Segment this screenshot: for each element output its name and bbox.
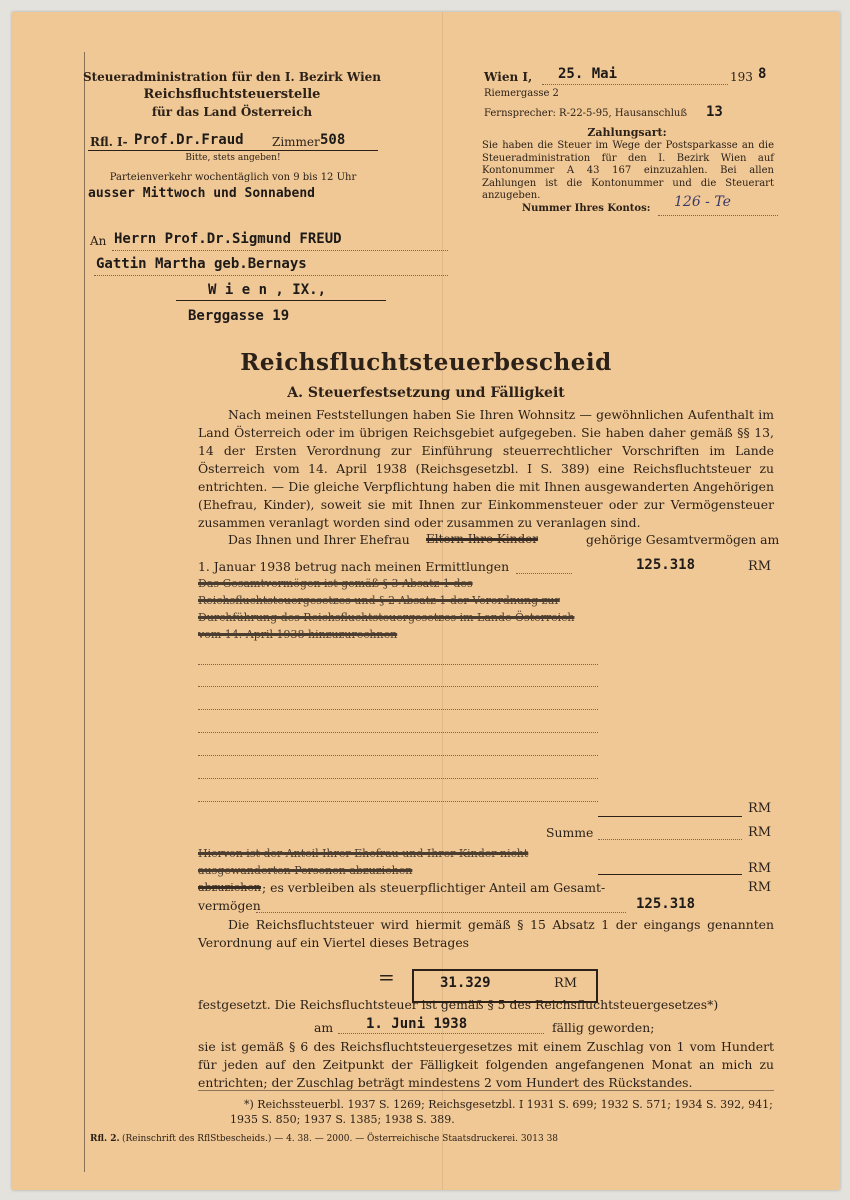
city: Wien I, [484,70,533,84]
recipient-line-2: Gattin Martha geb.Bernays [96,256,307,272]
street: Riemergasse 2 [484,88,559,99]
deduction-currency: RM [748,861,772,876]
phone-extension: 13 [706,104,723,120]
deduction-struck-end: abzuziehen [198,881,261,894]
assets-currency: RM [748,559,772,574]
tax-amount: 31.329 [440,975,491,991]
date-dotline [542,84,728,85]
reference-hint: Bitte, stets angeben! [185,153,281,163]
due-dotline [338,1033,544,1034]
form-footer: (Reinschrift des RflStbescheids.) — 4. 38. — 2000. — Österreichische Staatsdruckerei. 3013 38 [122,1134,559,1144]
remaining-dotline [256,912,626,913]
remaining-text: ; es verbleiben als steuerpflichtiger Anteil am Gesamt- [262,880,606,895]
remaining-line-2: vermögen [198,898,261,913]
account-label: Nummer Ihres Kontos: [522,203,651,214]
room-number: 508 [320,132,346,148]
subtotal-currency: RM [748,801,772,816]
document-sheet [12,12,840,1190]
empty-row-1 [198,664,598,665]
recipient-line-4: Berggasse 19 [188,308,290,324]
surcharge-text: sie ist gemäß § 6 des Reichsfluchtsteuergesetzes mit einem Zuschlag von 1 vom Hundert für jeden auf den Zeitpunkt der Fälligkeit folgenden angefangenen Monat an mich zu entrichten; der Zuschlag beträgt mindestens 2 vom Hundert des Rückstandes. [198,1039,774,1090]
payment-heading: Zahlungsart: [587,126,667,139]
account-dotline [658,215,778,216]
footnote-rule [198,1090,774,1091]
empty-row-5 [198,755,598,756]
document-title: Reichsfluchtsteuerbescheid [240,349,612,376]
deduction-struck-text: Hiervon ist der Anteil Ihrer Ehefrau und Ihrer Kinder nicht ausgewanderten Personen abzuziehen [198,847,529,877]
empty-row-4 [198,732,598,733]
recipient-dotline-1 [112,250,448,251]
due-prefix: am [314,1020,334,1035]
assets-date-line: 1. Januar 1938 betrug nach meinen Ermittlungen [198,559,510,574]
assets-line-end: gehörige Gesamtvermögen am [586,532,780,547]
recipient-line-1: Herrn Prof.Dr.Sigmund FREUD [114,231,342,247]
due-date: 1. Juni 1938 [366,1016,468,1032]
office-line-3: für das Land Österreich [151,105,313,119]
sum-currency: RM [748,825,772,840]
room-label: Zimmer [272,135,320,149]
assets-struck-relatives: Eltern Ihre Kinder [426,532,538,546]
account-value: 126 - Te [674,194,731,210]
date-day: 25. Mai [558,66,618,82]
form-number: Rfl. 2. [90,1134,120,1144]
year-suffix: 8 [758,66,767,82]
paragraph-residence: Nach meinen Feststellungen haben Sie Ihren Wohnsitz — gewöhnlichen Aufenthalt im Land Österreich oder im übrigen Reichsgebiet aufgegeben. Sie haben daher gemäß §§ 13, 14 der Ersten Verordnung zur Einführung steuerrechtlicher Vorschriften im Lande Österreich vom 14. April 1938 (Reichsgesetzbl. I S. 389) eine Reichsfluchtsteuer zu entrichten. — Die gleiche Verpflichtung haben die mit Ihnen ausgewanderten Angehörigen (Ehefrau, Kinder), soweit sie mit Ihnen zur Einkommensteuer oder zur Vermögensteuer zusammen veranlagt worden sind oder zusammen zu veranlagen sind. [198,407,774,530]
year-prefix: 193 [730,70,753,84]
subtotal-rule [598,816,742,817]
reference-underline [88,150,378,151]
empty-row-2 [198,686,598,687]
office-hours-exception: ausser Mittwoch und Sonnabend [88,186,315,201]
recipient-line-3: W i e n , IX., [208,282,327,298]
assets-struck-block: Das Gesamtvermögen ist gemäß § 3 Absatz 1 des Reichsfluchtsteuergesetzes und § 2 Absatz 1 der Verordnung zur Durchführung des Reichsfluchtsteuergesetzes im Lande Österreich vom 14. April 1938 hinzuzurechnen [198,577,575,641]
office-line-1: Steueradministration für den I. Bezirk Wien [82,70,382,84]
reference-prefix: Rfl. I- [90,135,128,149]
assets-line-start: Das Ihnen und Ihrer Ehefrau [228,532,410,547]
sum-label: Summe [546,825,594,840]
reference-value: Prof.Dr.Fraud [134,132,244,148]
section-a-heading: A. Steuerfestsetzung und Fälligkeit [287,385,565,401]
office-hours: Parteienverkehr wochentäglich von 9 bis 12 Uhr [109,172,357,183]
margin-rule [84,52,85,1172]
empty-row-7 [198,801,598,802]
assets-dotline [516,573,572,574]
payment-text: Sie haben die Steuer im Wege der Postsparkasse an die Steueradministration für den I. Bezirk Wien auf Kontonummer A 43 167 einzuzahlen. Bei allen Zahlungen ist die Kontonummer und die Steuerart anzugeben. [482,140,774,202]
deduction-rule [598,874,742,875]
recipient-underline [176,300,386,301]
footnote: *) Reichssteuerbl. 1937 S. 1269; Reichsgesetzbl. I 1931 S. 699; 1932 S. 571; 1934 S. 392, 941; 1935 S. 850; 1937 S. 1385; 1938 S. 389. [230,1098,773,1126]
tax-intro: Die Reichsfluchtsteuer wird hiermit gemäß § 15 Absatz 1 der eingangs genannten Verordnung auf ein Viertel dieses Betrages [198,917,774,950]
assets-total: 125.318 [636,557,696,573]
office-line-2: Reichsfluchtsteuerstelle [143,87,321,102]
tax-fixed-line: festgesetzt. Die Reichsfluchtsteuer ist gemäß § 5 des Reichsfluchtsteuergesetzes*) [198,997,719,1012]
empty-row-6 [198,778,598,779]
tax-currency: RM [554,976,578,991]
remaining-currency: RM [748,880,772,895]
recipient-dotline-2 [94,275,448,276]
empty-row-3 [198,709,598,710]
recipient-prefix: An [90,234,107,248]
due-suffix: fällig geworden; [552,1020,655,1035]
equals-sign: = [378,965,395,989]
phone: Fernsprecher: R-22-5-95, Hausanschluß [484,108,688,119]
remaining-value: 125.318 [636,896,696,912]
sum-dotline [598,839,742,840]
